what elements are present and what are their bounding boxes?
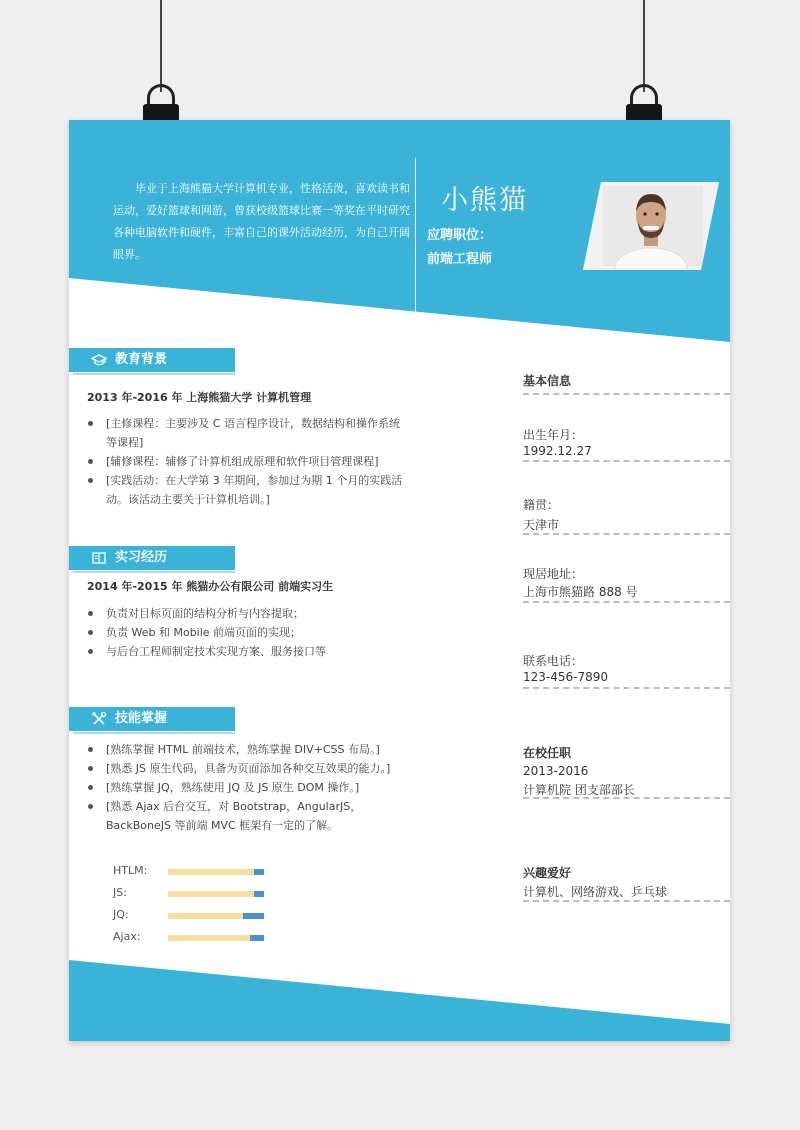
address-label: 现居地址： [523, 567, 584, 581]
skill-level-bar [168, 935, 264, 941]
origin-label: 籍贯： [523, 498, 560, 512]
dashed-divider [523, 393, 730, 395]
skill-level-remainder [243, 913, 264, 919]
phone-label: 联系电话： [523, 654, 584, 668]
section-title-skills: 技能掌握 [115, 711, 168, 726]
dashed-divider [523, 533, 730, 535]
section-title-internship: 实习经历 [115, 550, 168, 565]
skill-level-label: HTLM: [113, 864, 148, 877]
education-entry: 2013 年-2016 年 上海熊猫大学 计算机管理 [87, 391, 312, 404]
skill-level-bar [168, 869, 264, 875]
school-role-period: 2013-2016 [523, 764, 589, 778]
position-label: 应聘职位： [427, 228, 493, 243]
dashed-divider [523, 460, 730, 462]
education-item: [辅修课程：辅修了计算机组成原理和软件项目管理课程] [87, 452, 407, 471]
education-item: [实践活动：在大学第 3 年期间，参加过为期 1 个月的实践活动。该活动主要关于计算机培训。] [87, 471, 407, 509]
internship-item: 负责 Web 和 Mobile 前端页面的实现； [87, 623, 407, 642]
hobbies-title: 兴趣爱好 [523, 866, 572, 880]
resume-page [69, 120, 730, 1041]
skill-level-remainder [254, 891, 264, 897]
hobbies-value: 计算机、网络游戏、乒乓球 [523, 885, 668, 899]
skill-level-row [113, 884, 273, 906]
skill-level-bar [168, 913, 264, 919]
dashed-divider [523, 900, 730, 902]
skill-levels [113, 862, 273, 950]
internship-entry: 2014 年-2015 年 熊猫办公有限公司 前端实习生 [87, 580, 334, 593]
skill-item: [熟练掌握 HTML 前端技术，熟练掌握 DIV+CSS 布局。] [87, 740, 407, 759]
birth-label: 出生年月： [523, 428, 584, 442]
skill-item: [熟悉 Ajax 后台交互，对 Bootstrap，AngularJS，BackBoneJS 等前端 MVC 框架有一定的了解。 [87, 797, 407, 835]
section-title-education: 教育背景 [115, 352, 168, 367]
internship-item: 负责对目标页面的结构分析与内容提取； [87, 604, 407, 623]
section-header-skills [69, 707, 235, 731]
dashed-divider [523, 687, 730, 689]
section-header-education [69, 348, 235, 372]
skill-item: [熟悉 JS 原生代码，具备为页面添加各种交互效果的能力。] [87, 759, 407, 778]
skills-list [87, 740, 407, 835]
skill-level-row [113, 862, 273, 884]
skill-level-row [113, 906, 273, 928]
skill-item: [熟练掌握 JQ，熟练使用 JQ 及 JS 原生 DOM 操作。] [87, 778, 407, 797]
hanging-string-right [643, 0, 645, 92]
intro-text: 毕业于上海熊猫大学计算机专业，性格活泼，喜欢读书和运动，爱好篮球和网游，曾获校级篮球比赛一等奖在平时研究各种电脑软件和硬件，丰富自己的课外活动经历，为自己开阔眼界。 [113, 182, 410, 261]
skill-level-label: JQ: [113, 908, 129, 921]
sidebar-info [523, 120, 730, 960]
school-role-title: 在校任职 [523, 746, 572, 760]
section-header-internship [69, 546, 235, 570]
candidate-name: 小熊猫 [441, 185, 528, 216]
internship-list [87, 604, 407, 661]
phone-value: 123-456-7890 [523, 670, 609, 684]
book-icon [91, 550, 107, 566]
skill-level-bar [168, 891, 264, 897]
skill-level-label: JS: [113, 886, 127, 899]
footer-banner [69, 960, 730, 1041]
position-value: 前端工程师 [427, 252, 493, 267]
tools-icon [91, 711, 107, 727]
address-value: 上海市熊猫路 888 号 [523, 585, 638, 599]
hanging-string-left [160, 0, 162, 92]
graduation-cap-icon [91, 352, 107, 368]
dashed-divider [523, 601, 730, 603]
skill-level-remainder [254, 869, 264, 875]
skill-level-remainder [250, 935, 264, 941]
basic-info-title: 基本信息 [523, 374, 572, 388]
internship-item: 与后台工程师制定技术实现方案、服务接口等 [87, 642, 407, 661]
birth-value: 1992.12.27 [523, 444, 592, 458]
skill-level-row [113, 928, 273, 950]
origin-value: 天津市 [523, 518, 560, 532]
skill-level-label: Ajax: [113, 930, 141, 943]
education-item: [主修课程：主要涉及 C 语言程序设计，数据结构和操作系统等课程] [87, 414, 407, 452]
header-divider [415, 158, 416, 312]
dashed-divider [523, 797, 730, 799]
education-list [87, 414, 407, 509]
school-role-position: 计算机院 团支部部长 [523, 783, 635, 797]
